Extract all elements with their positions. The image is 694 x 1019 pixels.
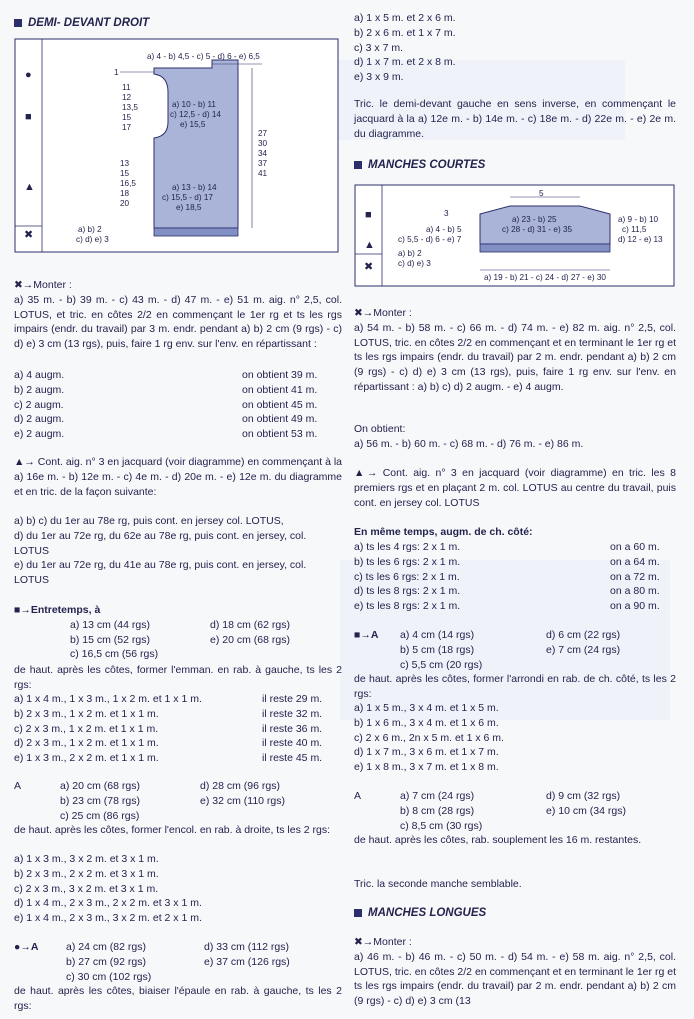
emman-row: d) 2 x 3 m., 1 x 2 m. et 1 x 1 m. il reste 40 m. <box>14 737 323 750</box>
arrondi-row: b) 1 x 6 m., 3 x 4 m. et 1 x 6 m. <box>354 716 499 729</box>
size-row: a) 20 cm (68 rgs) d) 28 cm (96 rgs) <box>60 780 280 792</box>
augm-list <box>14 368 342 442</box>
size-row: a) 7 cm (24 rgs) d) 9 cm (32 rgs) <box>400 790 621 802</box>
encol-text: de haut. après les côtes, former l'encol. en rab. à droite, ts les 2 rgs: <box>14 824 330 836</box>
obtient-section <box>354 422 676 452</box>
monter-label: ✖→Monter : <box>354 936 412 948</box>
top-measure-label: a) 4 - b) 4,5 - c) 5 - d) 6 - e) 6,5 <box>147 52 260 61</box>
emman-row: b) 2 x 3 m., 1 x 2 m. et 1 x 1 m. il reste 32 m. <box>14 707 323 720</box>
monter-text: a) 46 m. - b) 46 m. - c) 50 m. - d) 54 m. - e) 58 m. aig. n° 2,5, col. LOTUS, tric. en côtes 2/2 en commençant et en terminant le 1er rg et ts les rgs impairs (endr. du travail) par 2 m. endr. pendant a) b) 2 cm (9 rgs) - c) d) e) 3 cm (13 <box>354 950 676 1008</box>
section-heading-manches-courtes <box>354 158 485 173</box>
list-item: c) 3 x 7 m. <box>354 41 404 54</box>
monter2-section <box>354 935 676 1009</box>
square-label: ■→A <box>354 629 379 641</box>
augm-row: c) 2 augm. on obtient 45 m. <box>14 398 318 411</box>
monter-text: a) 35 m. - b) 39 m. - c) 43 m. - d) 47 m. - e) 51 m. aig. n° 2,5, col. LOTUS, et tric. en côtes 2/2 en commençant le 1er rg et ts les rgs impairs (endr. du travail) par 3 m. endr. pendant a) b) 2 cm (9 rgs) - c) d) e) 3 cm (13 rgs), puis, faire 1 rg env. sur l'env. en répartissant : <box>14 293 342 351</box>
front-piece-diagram <box>14 38 340 254</box>
size-row: b) 5 cm (18 rgs) e) 7 cm (24 rgs) <box>400 643 621 656</box>
top-rows <box>354 11 676 85</box>
dim-label: 5 <box>539 189 544 198</box>
emman-row: e) 1 x 3 m., 2 x 2 m. et 1 x 1 m. il reste 45 m. <box>14 752 323 765</box>
circle-label: ●→A <box>14 941 39 953</box>
size-row: c) 25 cm (86 rgs) <box>60 809 140 822</box>
dim-label: c) 15,5 - d) 17 <box>162 193 213 202</box>
heading-text: DEMI- DEVANT DROIT <box>28 17 150 29</box>
dim-label: 15 <box>122 113 132 122</box>
cross-symbol-icon: ✖ <box>364 261 374 273</box>
size-row: b) 15 cm (52 rgs) e) 20 cm (68 rgs) <box>70 633 290 646</box>
cross-symbol-icon: ✖ <box>24 229 34 241</box>
arrondi-row: d) 1 x 7 m., 3 x 6 m. et 1 x 7 m. <box>354 746 499 759</box>
dim-label: 15 <box>120 169 130 178</box>
augm-row: a) ts les 4 rgs: 2 x 1 m. on a 60 m. <box>354 541 660 553</box>
list-item: d) 1 x 7 m. et 2 x 8 m. <box>354 56 456 69</box>
monter-section <box>354 306 676 395</box>
size-row: c) 16,5 cm (56 rgs) <box>70 648 159 661</box>
meme-temps-label: En même temps, augm. de ch. côté: <box>354 526 533 538</box>
obtient-label: On obtient: <box>354 423 406 435</box>
dim-label: a) 13 - b) 14 <box>172 183 217 192</box>
a-label: A <box>354 790 362 802</box>
triangle-symbol-icon: ▲ <box>364 239 375 251</box>
dim-label: c) d) e) 3 <box>76 235 109 244</box>
square-bullet-icon <box>14 19 22 27</box>
cont-line: e) du 1er au 72e rg, du 41e au 78e rg, puis cont. en jersey, col. LOTUS <box>14 559 307 587</box>
cont-text: ▲→ Cont. aig. n° 3 en jacquard (voir diagramme) en tric. les 8 premiers rgs et en plaçant 2 m. col. LOTUS au centre du travail, puis cont. en jersey col. LOTUS <box>354 467 676 509</box>
emman-row: a) 1 x 4 m., 1 x 3 m., 1 x 2 m. et 1 x 1 m. il reste 29 m. <box>14 693 323 705</box>
monter-label: ✖→Monter : <box>14 279 72 291</box>
square-bullet-icon <box>354 161 362 169</box>
rab-text: de haut. après les côtes, rab. souplement les 16 m. restantes. <box>354 834 642 846</box>
encol-row: e) 1 x 4 m., 2 x 3 m., 3 x 2 m. et 2 x 1 m. <box>14 912 202 925</box>
emman-row: c) 2 x 3 m., 1 x 2 m. et 1 x 1 m. il reste 36 m. <box>14 722 323 735</box>
dim-label: 13 <box>120 159 130 168</box>
dim-label: 41 <box>258 169 268 178</box>
dim-label: 1 <box>114 68 119 77</box>
size-row: b) 27 cm (92 rgs) e) 37 cm (126 rgs) <box>66 955 290 968</box>
dim-label: 3 <box>444 209 449 218</box>
augm-row: b) 2 augm. on obtient 41 m. <box>14 383 318 396</box>
square-section <box>354 628 676 672</box>
a-label: A <box>14 780 22 792</box>
list-item: a) 1 x 5 m. et 2 x 6 m. <box>354 12 456 24</box>
dim-label: a) b) 2 <box>398 249 422 258</box>
entretemps-section <box>14 603 342 662</box>
augm-row: b) ts les 6 rgs: 2 x 1 m. on a 64 m. <box>354 555 660 568</box>
arrondi-list <box>354 701 676 775</box>
square-symbol-icon: ■ <box>365 209 372 221</box>
circle-section <box>14 940 342 984</box>
dim-label: 20 <box>120 199 130 208</box>
square-bullet-icon <box>354 909 362 917</box>
dim-label: 18 <box>120 189 130 198</box>
emman-list <box>14 692 342 766</box>
circle-symbol-icon: ● <box>25 69 32 81</box>
dim-label: 17 <box>122 123 132 132</box>
size-row: a) 24 cm (82 rgs) d) 33 cm (112 rgs) <box>66 941 289 953</box>
encol-list <box>14 852 342 926</box>
dim-label: e) 18,5 <box>176 203 202 212</box>
entretemps-label: ■→Entretemps, à <box>14 604 101 616</box>
dim-label: 34 <box>258 149 268 158</box>
augm-list <box>354 540 676 614</box>
a-section <box>14 779 342 823</box>
dim-label: 13,5 <box>122 103 138 112</box>
section-heading-demi-devant-droit <box>14 16 149 31</box>
section-heading-manches-longues <box>354 906 486 921</box>
cont-text: ▲→ Cont. aig. n° 3 en jacquard (voir diagramme) en commençant à la a) 16e m. - b) 12e m. - c) 4e m. - d) 20e m. - e) 12e m. du diagramme et en tric. de la façon suivante: <box>14 456 342 498</box>
dim-label: a) 9 - b) 10 <box>618 215 659 224</box>
dim-label: 30 <box>258 139 268 148</box>
arrondi-row: c) 2 x 6 m., 2n x 5 m. et 1 x 6 m. <box>354 731 504 744</box>
epaule-text: de haut. après les côtes, biaiser l'épaule en rab. à gauche, ts les 2 rgs: <box>14 985 342 1012</box>
list-item: e) 3 x 9 m. <box>354 71 404 84</box>
cont-line: d) du 1er au 72e rg, du 62e au 78e rg, puis cont. en jersey, col. LOTUS <box>14 529 307 557</box>
a-section <box>354 789 676 833</box>
dim-label: 11 <box>122 83 131 92</box>
seconde-text: Tric. la seconde manche semblable. <box>354 878 522 890</box>
monter-text: a) 54 m. - b) 58 m. - c) 66 m. - d) 74 m. - e) 82 m. aig. n° 2,5, col. LOTUS, tric. en côtes 2/2 en commençant et en terminant le 1er rg et ts les rgs impairs (endr. du travail) par 2 m. endr. pendant a) b) 2 cm (9 rgs) - c) d) e) 3 cm (13 rgs), puis, faire 1 rg env. sur l'env. en répartissant : a) b) c) d) 2 augm. - e) 4 augm. <box>354 321 676 393</box>
gauche-text: Tric. le demi-devant gauche en sens inverse, en commençant le jacquard à la a) 12e m. - b) 14e m. - c) 18e m. - d) 22e m. - e) 2e m. du diagramme. <box>354 98 676 140</box>
dim-label: c) d) e) 3 <box>398 259 431 268</box>
monter-section <box>14 278 342 352</box>
heading-text: MANCHES COURTES <box>368 159 486 171</box>
emman-text: de haut. après les côtes, former l'emman. en rab. à gauche, ts les 2 rgs: <box>14 664 342 691</box>
size-row: a) 13 cm (44 rgs) d) 18 cm (62 rgs) <box>70 618 290 631</box>
encol-row: b) 2 x 3 m., 2 x 2 m. et 3 x 1 m. <box>14 867 159 880</box>
augm-row: c) ts les 6 rgs: 2 x 1 m. on a 72 m. <box>354 570 660 583</box>
ribbing-band <box>154 228 238 236</box>
arrondi-text: de haut. après les côtes, former l'arrondi en rab. de ch. côté, ts les 2 rgs: <box>354 673 676 700</box>
triangle-symbol-icon: ▲ <box>24 181 35 193</box>
augm-row: d) ts les 8 rgs: 2 x 1 m. on a 80 m. <box>354 585 660 598</box>
dim-label: 12 <box>122 93 132 102</box>
sleeve-diagram <box>354 184 676 288</box>
dim-label: a) 19 - b) 21 - c) 24 - d) 27 - e) 30 <box>484 273 606 282</box>
dim-label: 27 <box>258 129 268 138</box>
ribbing-band <box>480 244 610 252</box>
augm-row: e) 2 augm. on obtient 53 m. <box>14 428 318 441</box>
cont-lines <box>14 514 342 588</box>
dim-label: a) b) 2 <box>78 225 102 234</box>
encol-row: c) 2 x 3 m., 3 x 2 m. et 3 x 1 m. <box>14 882 159 895</box>
dim-label: c) 11,5 <box>622 225 647 234</box>
square-symbol-icon: ■ <box>25 111 32 123</box>
dim-label: 37 <box>258 159 268 168</box>
arrondi-row: a) 1 x 5 m., 3 x 4 m. et 1 x 5 m. <box>354 702 499 714</box>
size-row: a) 4 cm (14 rgs) d) 6 cm (22 rgs) <box>400 629 621 641</box>
list-item: b) 2 x 6 m. et 1 x 7 m. <box>354 26 456 39</box>
augm-row: d) 2 augm. on obtient 49 m. <box>14 413 318 426</box>
size-row: c) 5,5 cm (20 rgs) <box>400 658 483 671</box>
dim-label: 16,5 <box>120 179 136 188</box>
size-row: c) 8,5 cm (30 rgs) <box>400 819 483 832</box>
augm-row: e) ts les 8 rgs: 2 x 1 m. on a 90 m. <box>354 600 660 613</box>
arrondi-row: e) 1 x 8 m., 3 x 7 m. et 1 x 8 m. <box>354 761 499 774</box>
dim-label: e) 15,5 <box>180 120 206 129</box>
size-row: c) 30 cm (102 rgs) <box>66 970 152 983</box>
dim-label: d) 12 - e) 13 <box>618 235 663 244</box>
dim-label: c) 12,5 - d) 14 <box>170 110 221 119</box>
size-row: b) 23 cm (78 rgs) e) 32 cm (110 rgs) <box>60 794 285 807</box>
dim-label: c) 28 - d) 31 - e) 35 <box>502 225 573 234</box>
encol-row: d) 1 x 4 m., 2 x 3 m., 2 x 2 m. et 3 x 1 m. <box>14 897 202 910</box>
dim-label: c) 5,5 - d) 6 - e) 7 <box>398 235 462 244</box>
dim-label: a) 10 - b) 11 <box>172 100 216 109</box>
augm-row: a) 4 augm. on obtient 39 m. <box>14 369 318 381</box>
dim-label: a) 23 - b) 25 <box>512 215 557 224</box>
cont-line: a) b) c) du 1er au 78e rg, puis cont. en jersey col. LOTUS, <box>14 515 284 527</box>
monter-label: ✖→Monter : <box>354 307 412 319</box>
encol-row: a) 1 x 3 m., 3 x 2 m. et 3 x 1 m. <box>14 853 159 865</box>
size-row: b) 8 cm (28 rgs) e) 10 cm (34 rgs) <box>400 804 626 817</box>
dim-label: a) 4 - b) 5 <box>426 225 462 234</box>
heading-text: MANCHES LONGUES <box>368 907 487 919</box>
obtient-text: a) 56 m. - b) 60 m. - c) 68 m. - d) 76 m. - e) 86 m. <box>354 437 584 450</box>
